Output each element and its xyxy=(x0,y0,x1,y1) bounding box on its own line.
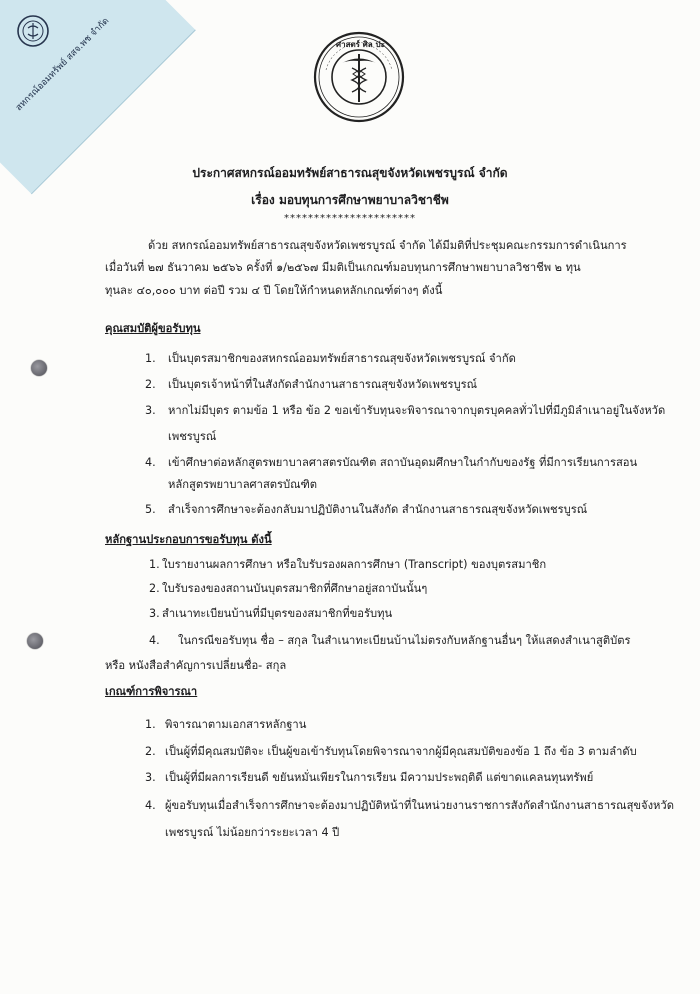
document-item-continued: หรือ หนังสือสำคัญการเปลี่ยนชื่อ- สกุล xyxy=(105,659,287,672)
section-criteria-heading: เกณฑ์การพิจารณา xyxy=(105,685,198,698)
corner-seal-icon xyxy=(16,14,50,48)
intro-line-2: เมื่อวันที่ ๒๗ ธันวาคม ๒๕๖๖ ครั้งที่ ๑/๒๕๖๗ มีมติเป็นเกณฑ์มอบทุนการศึกษาพยาบาลวิชาชีพ ๒ ทุน xyxy=(105,261,581,274)
document-num: 3. xyxy=(149,607,160,620)
separator-stars: ********************** xyxy=(284,213,416,224)
criteria-item-continued: เพชรบูรณ์ ไม่น้อยกว่าระยะเวลา 4 ปี xyxy=(165,826,340,839)
intro-line-3: ทุนละ ๔๐,๐๐๐ บาท ต่อปี รวม ๔ ปี โดยให้กำหนดหลักเกณฑ์ต่างๆ ดังนี้ xyxy=(105,284,443,297)
document-item: สำเนาทะเบียนบ้านที่มีบุตรของสมาชิกที่ขอรับทุน xyxy=(162,607,393,620)
qualification-item: สำเร็จการศึกษาจะต้องกลับมาปฏิบัติงานในสังกัด สำนักงานสาธารณสุขจังหวัดเพชรบูรณ์ xyxy=(168,503,588,516)
criteria-num: 2. xyxy=(145,745,156,758)
criteria-item: ผู้ขอรับทุนเมื่อสำเร็จการศึกษาจะต้องมาปฏิบัติหน้าที่ในหน่วยงานราชการสังกัดสำนักงานสาธารณสุขจังหวัด xyxy=(165,799,674,812)
section-qualifications-heading: คุณสมบัติผู้ขอรับทุน xyxy=(105,322,201,335)
section-documents-heading: หลักฐานประกอบการขอรับทุน ดังนี้ xyxy=(105,533,272,546)
announcement-subject: เรื่อง มอบทุนการศึกษาพยาบาลวิชาชีพ xyxy=(251,193,449,207)
punch-hole xyxy=(31,360,47,376)
criteria-item: เป็นผู้ที่มีคุณสมบัติจะ เป็นผู้ขอเข้ารับทุนโดยพิจารณาจากผู้มีคุณสมบัติของข้อ 1 ถึง ข้อ 3 ตามลำดับ xyxy=(165,745,637,758)
qualification-item: หากไม่มีบุตร ตามข้อ 1 หรือ ข้อ 2 ขอเข้ารับทุนจะพิจารณาจากบุตรบุคคลทั่วไปที่มีภูมิลำเนาอยู่ในจังหวัด xyxy=(168,404,666,417)
criteria-num: 4. xyxy=(145,799,156,812)
criteria-item: พิจารณาตามเอกสารหลักฐาน xyxy=(165,718,307,731)
document-num: 2. xyxy=(149,582,160,595)
announcement-title: ประกาศสหกรณ์ออมทรัพย์สาธารณสุขจังหวัดเพชรบูรณ์ จำกัด xyxy=(192,166,508,180)
qualification-num: 4. xyxy=(145,456,156,469)
criteria-item: เป็นผู้ที่มีผลการเรียนดี ขยันหมั่นเพียรในการเรียน มีความประพฤติดี แต่ขาดแคลนทุนทรัพย์ xyxy=(165,771,594,784)
document-num: 4. xyxy=(149,634,160,647)
document-item: ใบรับรองของสถานบันบุตรสมาชิกที่ศึกษาอยู่สถาบันนั้นๆ xyxy=(162,582,428,595)
document-item: ในกรณีขอรับทุน ชื่อ – สกุล ในสำเนาทะเบียนบ้านไม่ตรงกับหลักฐานอื่นๆ ให้แสดงสำเนาสูติบัตร xyxy=(178,634,631,647)
intro-line-1: ด้วย สหกรณ์ออมทรัพย์สาธารณสุขจังหวัดเพชรบูรณ์ จำกัด ได้มีมติที่ประชุมคณะกรรมการดำเนินการ xyxy=(148,239,627,252)
qualification-num: 1. xyxy=(145,352,156,365)
punch-hole xyxy=(27,633,43,649)
qualification-item: เป็นบุตรสมาชิกของสหกรณ์ออมทรัพย์สาธารณสุขจังหวัดเพชรบูรณ์ จำกัด xyxy=(168,352,516,365)
qualification-item-continued: หลักสูตรพยาบาลศาสตรบัณฑิต xyxy=(168,478,318,491)
emblem-top-text: ศาสตร์ ศิล ปะ xyxy=(336,40,385,49)
qualification-item: เป็นบุตรเจ้าหน้าที่ในสังกัดสำนักงานสาธารณสุขจังหวัดเพชรบูรณ์ xyxy=(168,378,477,391)
criteria-num: 1. xyxy=(145,718,156,731)
corner-stamp-text: สหกรณ์ออมทรัพย์ สสจ.พช จำกัด xyxy=(14,16,112,114)
document-num: 1. xyxy=(149,558,160,571)
qualification-num: 3. xyxy=(145,404,156,417)
document-item: ใบรายงานผลการศึกษา หรือใบรับรองผลการศึกษา (Transcript) ของบุตรสมาชิก xyxy=(162,558,547,571)
qualification-item: เข้าศึกษาต่อหลักสูตรพยาบาลศาสตรบัณฑิต สถาบันอุดมศึกษาในกำกับของรัฐ ที่มีการเรียนการสอน xyxy=(168,456,638,469)
criteria-num: 3. xyxy=(145,771,156,784)
qualification-item-continued: เพชรบูรณ์ xyxy=(168,430,217,443)
qualification-num: 5. xyxy=(145,503,156,516)
qualification-num: 2. xyxy=(145,378,156,391)
